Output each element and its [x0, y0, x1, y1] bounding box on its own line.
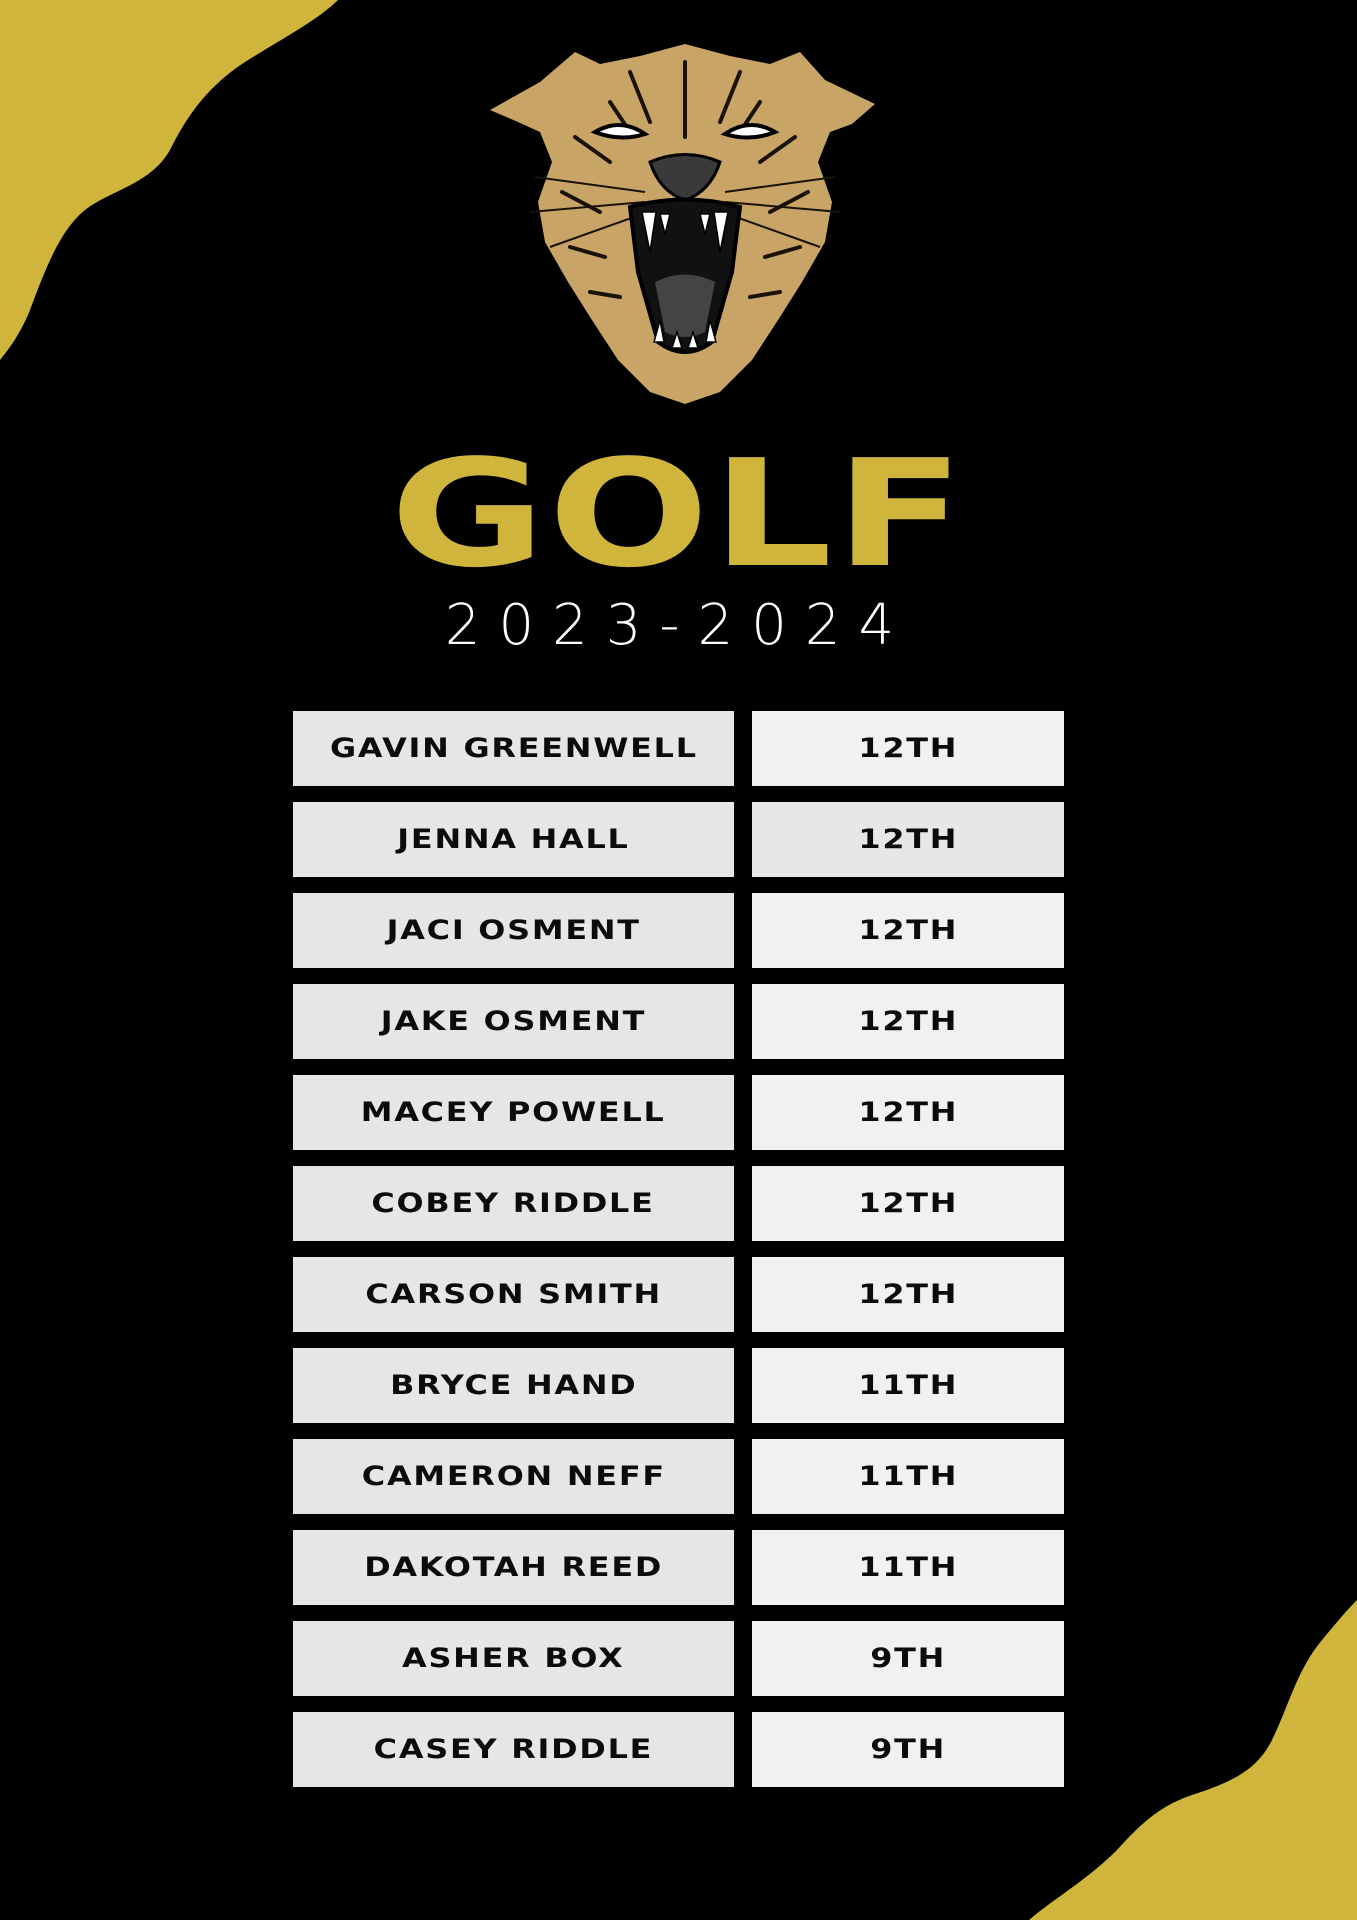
- player-name-cell: [293, 711, 734, 786]
- player-grade: 11TH: [858, 1370, 958, 1401]
- player-grade: 12TH: [858, 1097, 958, 1128]
- table-row: [293, 1439, 1064, 1514]
- player-name: MACEY POWELL: [361, 1097, 666, 1128]
- table-row: [293, 1166, 1064, 1241]
- gold-corner-blob-top-left: [0, 0, 345, 365]
- player-name: JENNA HALL: [397, 824, 630, 855]
- player-name: CASEY RIDDLE: [373, 1734, 654, 1765]
- player-name: DAKOTAH REED: [364, 1552, 663, 1583]
- gold-corner-blob-bottom-right: [1027, 1600, 1357, 1920]
- player-grade: 11TH: [858, 1461, 958, 1492]
- player-name-cell: [293, 1257, 734, 1332]
- player-grade-cell: [752, 1075, 1064, 1150]
- table-row: [293, 1075, 1064, 1150]
- player-name: COBEY RIDDLE: [371, 1188, 656, 1219]
- page-title: GOLF: [390, 428, 967, 600]
- player-grade-cell: [752, 1712, 1064, 1787]
- player-grade: 12TH: [858, 1279, 958, 1310]
- player-grade: 12TH: [858, 733, 958, 764]
- player-name-cell: [293, 1166, 734, 1241]
- player-grade: 9TH: [870, 1643, 946, 1674]
- player-grade-cell: [752, 711, 1064, 786]
- player-grade: 12TH: [858, 1006, 958, 1037]
- table-row: [293, 1712, 1064, 1787]
- roster-table: [293, 711, 1064, 1803]
- player-grade-cell: [752, 1621, 1064, 1696]
- player-grade: 12TH: [858, 1188, 958, 1219]
- player-grade: 12TH: [858, 915, 958, 946]
- table-row: [293, 893, 1064, 968]
- player-grade-cell: [752, 893, 1064, 968]
- player-name: BRYCE HAND: [389, 1370, 638, 1401]
- player-name: GAVIN GREENWELL: [329, 733, 698, 764]
- player-name: JACI OSMENT: [386, 915, 641, 946]
- gold-blob-shape: [0, 0, 338, 360]
- player-name: CARSON SMITH: [365, 1279, 662, 1310]
- gold-blob-shape: [1029, 1600, 1357, 1920]
- table-row: [293, 1348, 1064, 1423]
- player-grade: 11TH: [858, 1552, 958, 1583]
- player-grade: 9TH: [870, 1734, 946, 1765]
- table-row: [293, 1621, 1064, 1696]
- player-name: CAMERON NEFF: [361, 1461, 666, 1492]
- player-grade: 12TH: [858, 824, 958, 855]
- player-name-cell: [293, 1439, 734, 1514]
- player-name-cell: [293, 1712, 734, 1787]
- player-name: ASHER BOX: [402, 1643, 625, 1674]
- player-name: JAKE OSMENT: [380, 1006, 647, 1037]
- player-grade-cell: [752, 1439, 1064, 1514]
- player-grade-cell: [752, 984, 1064, 1059]
- player-name-cell: [293, 1621, 734, 1696]
- player-name-cell: [293, 1075, 734, 1150]
- player-grade-cell: [752, 1257, 1064, 1332]
- player-name-cell: [293, 1530, 734, 1605]
- player-name-cell: [293, 1348, 734, 1423]
- player-grade-cell: [752, 1166, 1064, 1241]
- table-row: [293, 802, 1064, 877]
- player-grade-cell: [752, 802, 1064, 877]
- table-row: [293, 1257, 1064, 1332]
- table-row: [293, 711, 1064, 786]
- table-row: [293, 1530, 1064, 1605]
- player-grade-cell: [752, 1530, 1064, 1605]
- player-name-cell: [293, 984, 734, 1059]
- wildcat-head-icon: [480, 42, 890, 412]
- table-row: [293, 984, 1064, 1059]
- player-grade-cell: [752, 1348, 1064, 1423]
- player-name-cell: [293, 802, 734, 877]
- season-subtitle: 2023-2024: [444, 593, 913, 658]
- player-name-cell: [293, 893, 734, 968]
